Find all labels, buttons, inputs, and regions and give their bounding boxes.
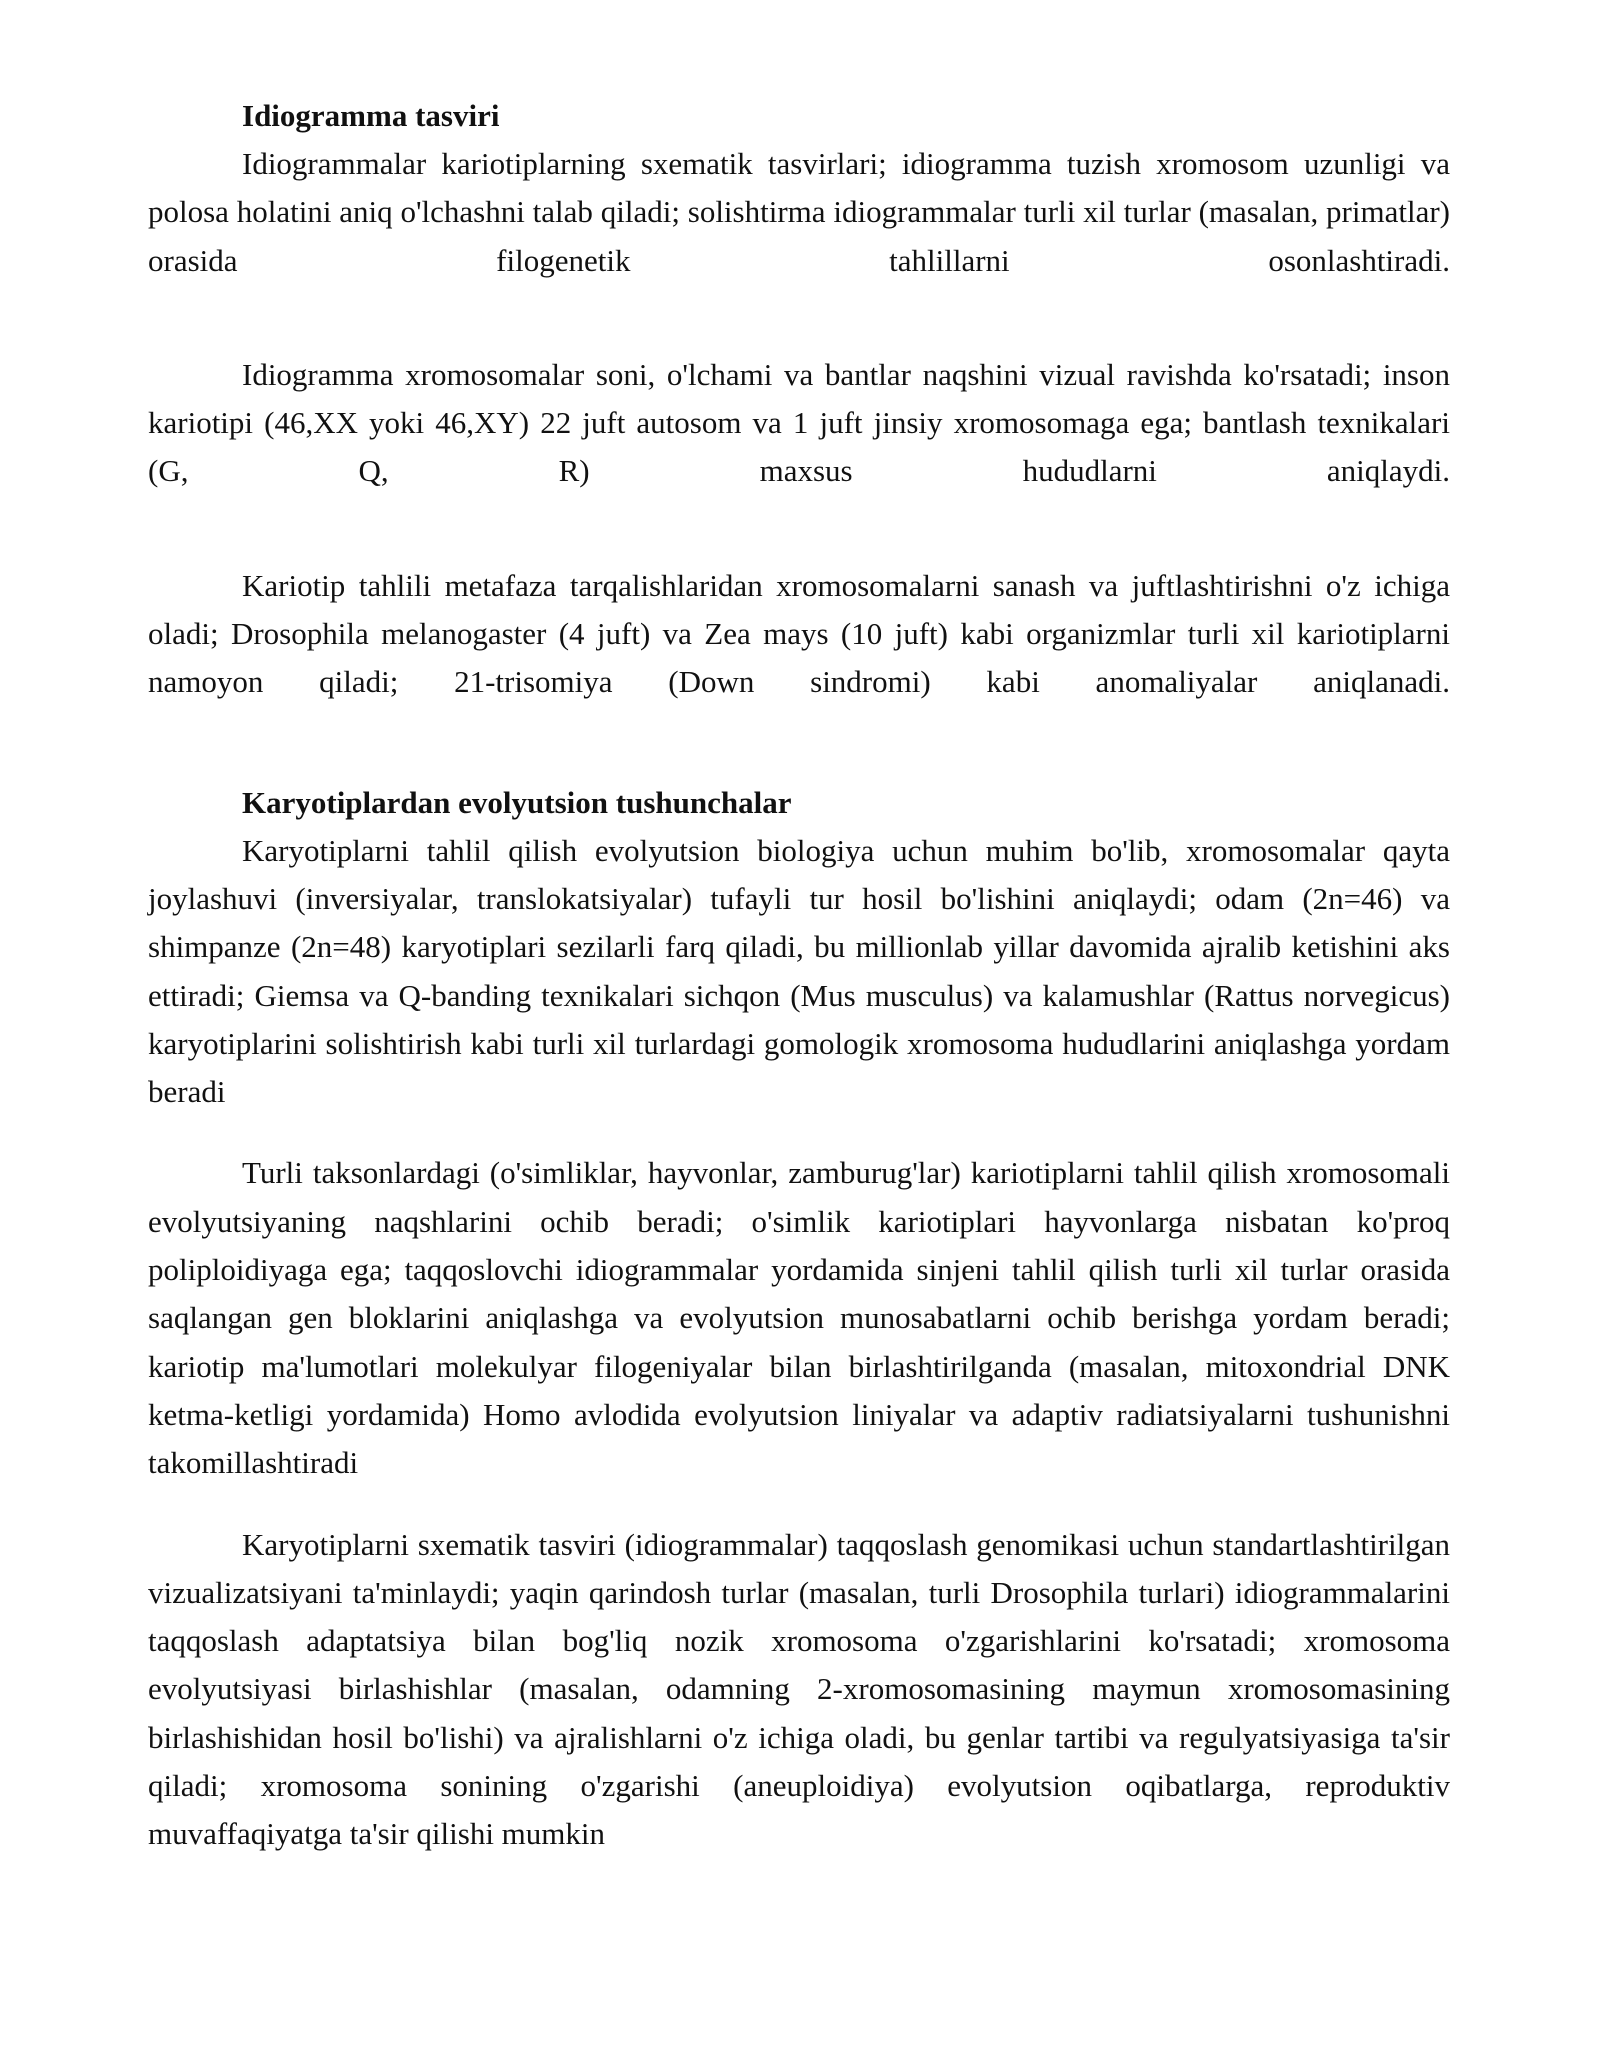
paragraph-spacer xyxy=(148,285,1450,351)
paragraph: Karyotiplarni sxematik tasviri (idiogrammalar) taqqoslash genomikasi uchun standartlashtirilgan vizualizatsiyani ta'minlaydi; yaqin qarindosh turlar (masalan, turli Drosophila turlari) idiogrammalarini taqqoslash adaptatsiya bilan bog'liq nozik xromosoma o'zgarishlarini ko'rsatadi; xromosoma evolyutsiyasi birlashishlar (masalan, odamning 2-xromosomasining maymun xromosomasining birlashishidan hosil bo'lishi) va ajralishlarni o'z ichiga oladi, bu genlar tartibi va regulyatsiyasiga ta'sir qiladi; xromosoma sonining o'zgarishi (aneuploidiya) evolyutsion oqibatlarga, reproduktiv muvaffaqiyatga ta'sir qilishi mumkin xyxy=(148,1526,1450,1852)
section-spacer xyxy=(148,707,1450,779)
section-heading-idiogramma: Idiogramma tasviri xyxy=(242,98,500,133)
paragraph: Turli taksonlardagi (o'simliklar, hayvonlar, zamburug'lar) kariotiplarni tahlil qilish xromosomali evolyutsiyaning naqshlarini ochib beradi; o'simlik kariotiplari hayvonlarga nisbatan ko'proq poliploidiyaga ega; taqqoslovchi idiogrammalar yordamida sinjeni tahlil qilish turli xil turlar orasida saqlangan gen bloklarini aniqlashga va evolyutsion munosabatlarni ochib berishga yordam beradi; kariotip ma'lumotlari molekulyar filogeniyalar bilan birlashtirilganda (masalan, mitoxondrial DNK ketma-ketligi yordamida) Homo avlodida evolyutsion liniyalar va adaptiv radiatsiyalarni tushunishni takomillashtiradi xyxy=(148,1155,1450,1481)
paragraph: Kariotip tahlili metafaza tarqalishlaridan xromosomalarni sanash va juftlashtirishni o'z ichiga oladi; Drosophila melanogaster (4 juft) va Zea mays (10 juft) kabi organizmlar turli xil kariotiplarni namoyon qiladi; 21-trisomiya (Down sindromi) kabi anomaliyalar aniqlanadi. xyxy=(148,567,1450,700)
paragraph-spacer xyxy=(148,496,1450,562)
paragraph-spacer xyxy=(148,1116,1450,1149)
section-heading-karyotip: Karyotiplardan evolyutsion tushunchalar xyxy=(242,784,792,820)
paragraph: Idiogramma xromosomalar soni, o'lchami va bantlar naqshini vizual ravishda ko'rsatadi; inson kariotipi (46,XX yoki 46,XY) 22 juft autosom va 1 juft jinsiy xromosomaga ega; bantlash texnikalari (G, Q, R) maxsus hududlarni aniqlaydi. xyxy=(148,356,1450,489)
paragraph: Karyotiplarni tahlil qilish evolyutsion biologiya uchun muhim bo'lib, xromosomalar qayta joylashuvi (inversiyalar, translokatsiyalar) tufayli tur hosil bo'lishini aniqlaydi; odam (2n=46) va shimpanze (2n=48) karyotiplari sezilarli farq qiladi, bu millionlab yillar davomida ajralib ketishini aks ettiradi; Giemsa va Q-banding texnikalari sichqon (Mus musculus) va kalamushlar (Rattus norvegicus) karyotiplarini solishtirish kabi turli xil turlardagi gomologik xromosoma hududlarini aniqlashga yordam beradi xyxy=(148,832,1450,1110)
paragraph: Idiogrammalar kariotiplarning sxematik tasvirlari; idiogramma tuzish xromosom uzunligi va polosa holatini aniq o'lchashni talab qiladi; solishtirma idiogrammalar turli xil turlar (masalan, primatlar) orasida filogenetik tahlillarni osonlashtiradi. xyxy=(148,146,1450,278)
paragraph-spacer xyxy=(148,1488,1450,1521)
